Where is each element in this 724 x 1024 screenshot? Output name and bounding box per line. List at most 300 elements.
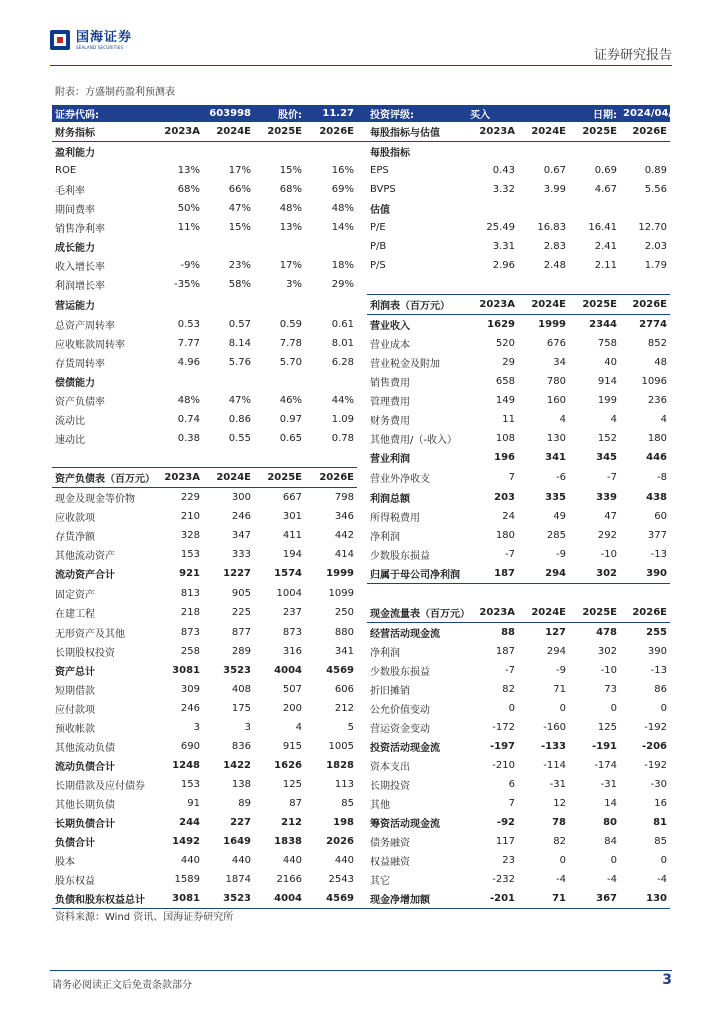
right-row-label: 少数股东损益 — [370, 551, 430, 562]
right-cell-value: 14 — [604, 798, 617, 809]
right-cell-value: 294 — [518, 564, 569, 584]
right-cell-value: 1999 — [538, 319, 566, 330]
left-cell-value: 0.86 — [228, 414, 251, 425]
left-cell-value: 1004 — [276, 587, 302, 599]
left-cell-value: 212 — [334, 703, 354, 714]
right-cell-value: -4 — [657, 874, 667, 885]
right-cell-value: 81 — [653, 817, 667, 828]
table-row — [52, 507, 670, 526]
right-row-label: 估值 — [370, 205, 390, 216]
right-cell-value: -206 — [641, 741, 667, 752]
right-cell-value: 180 — [495, 530, 515, 541]
left-cell-value: 0.97 — [279, 414, 302, 425]
right-cell-value: 29 — [502, 357, 515, 368]
table-row — [52, 218, 670, 237]
left-row-label: 流动资产合计 — [55, 570, 115, 582]
right-cell-value: -10 — [600, 665, 617, 676]
right-cell-value: -13 — [650, 665, 667, 676]
left-cell-value: 0.74 — [177, 414, 200, 425]
right-row-label — [367, 584, 467, 604]
table-caption: 附表：方盛制药盈利预测表 — [55, 87, 175, 98]
left-cell-value: 690 — [180, 741, 200, 752]
left-cell-value: 258 — [180, 646, 200, 657]
price-value: 11.27 — [305, 105, 357, 122]
left-cell-value — [152, 295, 203, 315]
right-cell-value: 16.41 — [588, 222, 617, 233]
left-cell-value: 1589 — [174, 874, 200, 885]
table-row — [52, 699, 670, 718]
left-cell-value: 48% — [331, 203, 354, 214]
right-cell-value: 86 — [654, 684, 667, 695]
right-row-label: 投资活动现金流 — [370, 743, 440, 754]
left-row-label: 应收款项 — [55, 513, 95, 524]
table-row — [52, 603, 670, 623]
date-label: 日期: — [569, 105, 620, 122]
left-cell-value: 1626 — [274, 760, 302, 771]
table-row — [52, 353, 670, 372]
right-cell-value: 85 — [654, 836, 667, 847]
forecast-table-container — [52, 105, 686, 909]
right-cell-value: 1.79 — [644, 260, 667, 271]
left-cell-value: 0.61 — [331, 318, 354, 330]
right-cell-value: 82 — [502, 684, 515, 695]
left-cell-value: 194 — [282, 549, 302, 560]
left-cell-value: 47% — [228, 395, 251, 406]
left-cell-value — [152, 237, 203, 256]
table-row — [52, 832, 670, 851]
left-cell-value: 17% — [279, 260, 302, 271]
left-cell-value: 153 — [180, 549, 200, 560]
right-cell-value: 117 — [495, 836, 515, 847]
left-cell-value: 89 — [238, 798, 251, 809]
left-cell-value: 23% — [228, 260, 251, 271]
right-cell-value: 152 — [597, 433, 617, 444]
table-row — [52, 718, 670, 737]
left-cell-value: 0.55 — [228, 433, 251, 444]
left-header-year: 2023A — [152, 122, 203, 142]
left-cell-value: 606 — [334, 684, 354, 695]
left-cell-value — [254, 372, 305, 391]
right-row-label: 权益融资 — [370, 857, 410, 868]
left-row-label: 股本 — [55, 857, 75, 868]
right-cell-value: -9 — [556, 665, 566, 676]
left-cell-value: 44% — [331, 395, 354, 406]
right-cell-value: -6 — [556, 472, 566, 483]
left-cell-value: 0.53 — [177, 318, 200, 330]
right-cell-value: 2.48 — [543, 260, 566, 271]
right-cell-value — [518, 275, 569, 295]
left-cell-value: 346 — [334, 511, 354, 522]
left-row-label: 盈利能力 — [55, 148, 95, 159]
right-row-label: 每股指标 — [370, 148, 410, 159]
left-cell-value: 2026 — [326, 836, 354, 847]
left-cell-value: 316 — [282, 646, 302, 657]
left-cell-value: 442 — [334, 530, 354, 541]
left-header-year: 2025E — [254, 122, 305, 142]
left-cell-value: 4569 — [326, 665, 354, 676]
right-cell-value: 187 — [495, 646, 515, 657]
table-row — [52, 295, 670, 315]
left-cell-value: 0.59 — [279, 318, 302, 330]
left-cell-value: 667 — [282, 492, 302, 503]
left-cell-value: 1492 — [172, 836, 200, 847]
left-cell-value: 50% — [177, 203, 200, 214]
right-cell-value: 88 — [501, 627, 515, 638]
left-cell-value: 138 — [231, 779, 251, 790]
right-cell-value: 7 — [508, 798, 515, 809]
right-cell-value — [569, 199, 620, 218]
left-cell-value: 1227 — [223, 568, 251, 580]
right-cell-value: -4 — [607, 874, 617, 885]
left-cell-value: 921 — [179, 568, 200, 580]
left-row-label: 预收帐款 — [55, 724, 95, 735]
right-row-label: 资本支出 — [370, 762, 410, 773]
right-cell-value: 302 — [569, 564, 620, 584]
right-header-label: 每股指标与估值 — [367, 122, 467, 142]
left-cell-value: 3 — [244, 722, 251, 733]
brand-logo — [50, 30, 132, 50]
right-cell-value — [518, 199, 569, 218]
left-row-label: 营运能力 — [55, 301, 95, 312]
left-cell-value: 113 — [334, 779, 354, 790]
right-cell-value: -7 — [505, 549, 515, 560]
left-cell-value: 880 — [334, 626, 354, 638]
right-cell-value: 130 — [546, 433, 566, 444]
right-cell-value: 2024E — [518, 603, 569, 623]
table-row — [52, 429, 670, 448]
left-cell-value: 48% — [279, 203, 302, 214]
right-cell-value: 4 — [610, 414, 617, 425]
table-row — [52, 315, 670, 335]
left-cell-value: 2024E — [203, 468, 254, 488]
right-cell-value — [569, 584, 620, 604]
code-value: 603998 — [152, 105, 254, 122]
right-row-label: 其它 — [370, 876, 390, 887]
left-cell-value: 7.78 — [279, 338, 302, 349]
left-row-label: 速动比 — [55, 435, 85, 446]
left-cell-value: 2025E — [254, 468, 305, 488]
right-cell-value: 1096 — [641, 376, 667, 387]
right-cell-value: 2024E — [518, 295, 569, 315]
right-cell-value: 335 — [545, 491, 566, 503]
right-cell-value: 127 — [545, 627, 566, 638]
left-row-label: 资产总计 — [55, 667, 95, 678]
left-cell-value: 836 — [231, 741, 251, 752]
right-cell-value — [467, 199, 518, 218]
right-row-label: 销售费用 — [370, 378, 410, 389]
right-cell-value: -210 — [492, 760, 515, 771]
left-cell-value: 813 — [180, 587, 200, 599]
left-cell-value: 440 — [231, 855, 251, 866]
right-cell-value: 34 — [553, 357, 566, 368]
left-cell-value: 333 — [231, 549, 251, 560]
left-row-label: 负债和股东权益总计 — [52, 889, 152, 909]
left-cell-value — [203, 372, 254, 391]
right-cell-value: 255 — [646, 627, 667, 638]
left-cell-value: 300 — [231, 492, 251, 503]
left-row-label: 长期借款及应付债券 — [55, 781, 145, 792]
left-cell-value: 225 — [231, 607, 251, 619]
right-cell-value: 2025E — [569, 603, 620, 623]
right-cell-value — [620, 584, 670, 604]
rating-label: 投资评级: — [367, 105, 467, 122]
right-cell-value: 78 — [552, 817, 566, 828]
table-row — [52, 584, 670, 604]
left-header-label: 财务指标 — [52, 122, 152, 142]
left-row-label: 短期借款 — [55, 686, 95, 697]
table-row — [52, 161, 670, 180]
table-row — [52, 623, 670, 643]
left-cell-value: 0.38 — [177, 433, 200, 444]
right-cell-value: 11 — [502, 414, 515, 425]
left-cell-value: 301 — [282, 511, 302, 522]
right-header-year: 2026E — [620, 122, 670, 142]
left-row-label: 销售净利率 — [55, 224, 105, 235]
table-row — [52, 851, 670, 870]
right-cell-value — [620, 199, 670, 218]
right-cell-value: 47 — [604, 511, 617, 522]
right-row-label: 经营活动现金流 — [370, 629, 440, 640]
left-cell-value: 87 — [289, 798, 302, 809]
right-cell-value: 49 — [553, 511, 566, 522]
footer-divider — [50, 970, 672, 971]
left-cell-value: 212 — [281, 817, 302, 828]
left-cell-value: 229 — [180, 492, 200, 503]
left-header-year: 2024E — [203, 122, 254, 142]
right-cell-value: 438 — [646, 491, 667, 503]
right-row-label — [367, 275, 467, 295]
left-cell-value: 915 — [282, 741, 302, 752]
left-cell-value: 4.96 — [177, 357, 200, 368]
right-cell-value: 914 — [597, 376, 617, 387]
left-cell-value: 2026E — [305, 468, 357, 488]
right-cell-value: 520 — [495, 338, 515, 349]
right-cell-value — [467, 275, 518, 295]
right-cell-value: 5.56 — [644, 184, 667, 195]
right-cell-value: 48 — [654, 357, 667, 368]
right-row-label: 折旧摊销 — [370, 686, 410, 697]
right-cell-value: 377 — [647, 530, 667, 541]
left-cell-value: 8.14 — [228, 338, 251, 349]
left-row-label: 在建工程 — [55, 609, 95, 621]
left-cell-value: 66% — [228, 184, 251, 195]
right-row-label: 筹资活动现金流 — [370, 819, 440, 830]
right-row-label: EPS — [370, 165, 389, 176]
right-row-label: 营业收入 — [370, 321, 410, 332]
left-row-label: 偿债能力 — [55, 378, 95, 389]
left-cell-value: 246 — [231, 511, 251, 522]
right-cell-value: 294 — [546, 646, 566, 657]
right-row-label: 公允价值变动 — [370, 705, 430, 716]
right-row-label: 所得税费用 — [370, 513, 420, 524]
left-cell-value: 0.78 — [331, 433, 354, 444]
right-cell-value: 199 — [597, 395, 617, 406]
left-cell-value — [152, 372, 203, 391]
right-cell-value — [620, 142, 670, 162]
left-row-label: 流动比 — [55, 416, 85, 427]
right-cell-value: -10 — [600, 549, 617, 560]
left-cell-value — [203, 295, 254, 315]
right-cell-value: -197 — [489, 741, 515, 752]
left-cell-value: 1574 — [274, 568, 302, 580]
left-row-label: 毛利率 — [55, 186, 85, 197]
left-cell-value: 905 — [231, 587, 251, 599]
left-cell-value: 341 — [334, 646, 354, 657]
left-cell-value: 2543 — [328, 874, 354, 885]
right-row-label: 其他费用/（-收入） — [370, 435, 457, 446]
left-cell-value: 3% — [286, 279, 302, 291]
left-cell-value — [254, 448, 305, 468]
left-cell-value: 507 — [282, 684, 302, 695]
left-cell-value: 1248 — [172, 760, 200, 771]
right-header-year: 2024E — [518, 122, 569, 142]
right-cell-value: 130 — [620, 889, 670, 909]
left-cell-value: -9% — [180, 260, 200, 271]
right-cell-value — [569, 142, 620, 162]
right-cell-value — [569, 275, 620, 295]
right-cell-value: 0.69 — [594, 165, 617, 176]
date-value: 2024/04/22 — [620, 105, 670, 122]
left-cell-value: 210 — [180, 511, 200, 522]
right-row-label: 管理费用 — [370, 397, 410, 408]
table-row — [52, 391, 670, 410]
right-cell-value: -8 — [657, 472, 667, 483]
table-row — [52, 488, 670, 508]
right-cell-value: -9 — [556, 549, 566, 560]
right-cell-value: 236 — [647, 395, 667, 406]
right-cell-value: 0 — [660, 703, 667, 714]
right-cell-value: -192 — [644, 722, 667, 733]
left-cell-value: 29% — [331, 279, 354, 291]
left-row-label: 现金及现金等价物 — [55, 494, 135, 505]
right-cell-value — [518, 584, 569, 604]
table-row — [52, 372, 670, 391]
left-cell-value: 877 — [231, 626, 251, 638]
right-row-label: P/S — [370, 260, 386, 271]
right-cell-value: 2025E — [569, 295, 620, 315]
left-cell-value: 873 — [282, 626, 302, 638]
right-cell-value: 160 — [546, 395, 566, 406]
right-cell-value: 12.70 — [638, 222, 667, 233]
right-cell-value: 180 — [647, 433, 667, 444]
right-row-label: 现金净增加额 — [367, 889, 467, 909]
left-cell-value: -35% — [174, 279, 200, 291]
left-header-year: 2026E — [305, 122, 357, 142]
left-cell-value — [305, 142, 357, 162]
right-cell-value: 4.67 — [594, 184, 617, 195]
left-cell-value: 7.77 — [177, 338, 200, 349]
table-row — [52, 756, 670, 775]
table-row — [52, 410, 670, 429]
right-cell-value: 84 — [604, 836, 617, 847]
table-row — [52, 775, 670, 794]
left-row-label: 长期负债合计 — [55, 819, 115, 830]
right-cell-value: 478 — [596, 627, 617, 638]
table-row — [52, 468, 670, 488]
right-header-year: 2025E — [569, 122, 620, 142]
left-cell-value: 873 — [180, 626, 200, 638]
left-cell-value: 47% — [228, 203, 251, 214]
right-cell-value: 285 — [546, 530, 566, 541]
left-cell-value: 17% — [228, 165, 251, 176]
left-cell-value: 175 — [231, 703, 251, 714]
left-cell-value — [152, 448, 203, 468]
right-cell-value: 108 — [495, 433, 515, 444]
left-cell-value: 14% — [331, 222, 354, 233]
left-cell-value — [203, 142, 254, 162]
right-cell-value: 149 — [495, 395, 515, 406]
right-row-label: P/E — [370, 222, 386, 233]
left-cell-value: 218 — [180, 607, 200, 619]
left-cell-value: 237 — [282, 607, 302, 619]
left-cell-value: 5 — [347, 722, 354, 733]
left-cell-value: 1649 — [223, 836, 251, 847]
right-cell-value: 2.83 — [543, 241, 566, 252]
left-cell-value: 6.28 — [331, 357, 354, 368]
left-cell-value — [203, 448, 254, 468]
left-cell-value: 153 — [180, 779, 200, 790]
right-cell-value — [467, 142, 518, 162]
right-cell-value: 3.32 — [492, 184, 515, 195]
right-cell-value: -31 — [549, 779, 566, 790]
left-cell-value: 1874 — [225, 874, 251, 885]
right-cell-value: 852 — [647, 338, 667, 349]
left-cell-value: 91 — [187, 798, 200, 809]
right-row-label: 长期投资 — [370, 781, 410, 792]
left-row-label: 无形资产及其他 — [55, 628, 125, 640]
right-header-year: 2023A — [467, 122, 518, 142]
left-cell-value: 3523 — [203, 889, 254, 909]
left-row-label: 总资产周转率 — [55, 320, 115, 332]
left-cell-value — [305, 372, 357, 391]
left-row-label: 资产负债表（百万元） — [52, 468, 152, 488]
right-row-label: 财务费用 — [370, 416, 410, 427]
right-row-label: 营业成本 — [370, 340, 410, 351]
left-row-label: 其他流动负债 — [55, 743, 115, 754]
left-cell-value: 408 — [231, 684, 251, 695]
left-cell-value: 440 — [334, 855, 354, 866]
right-cell-value: 339 — [596, 491, 617, 503]
left-cell-value: 200 — [282, 703, 302, 714]
right-cell-value: 25.49 — [486, 222, 515, 233]
right-cell-value: -13 — [650, 549, 667, 560]
right-cell-value: 6 — [508, 779, 515, 790]
table-row — [52, 199, 670, 218]
right-cell-value: 60 — [654, 511, 667, 522]
right-cell-value: -201 — [467, 889, 518, 909]
left-cell-value — [305, 237, 357, 256]
left-row-label — [52, 448, 152, 468]
right-cell-value — [467, 584, 518, 604]
right-cell-value: 24 — [502, 511, 515, 522]
right-cell-value: 0 — [610, 703, 617, 714]
table-row — [52, 680, 670, 699]
left-cell-value: 198 — [333, 817, 354, 828]
right-cell-value: 80 — [603, 817, 617, 828]
right-cell-value: 780 — [546, 376, 566, 387]
right-cell-value: -174 — [594, 760, 617, 771]
left-cell-value — [305, 448, 357, 468]
left-cell-value: 1828 — [326, 760, 354, 771]
left-row-label: ROE — [55, 165, 77, 176]
left-cell-value: 69% — [331, 184, 354, 195]
left-cell-value: 244 — [179, 817, 200, 828]
right-cell-value: 82 — [553, 836, 566, 847]
right-cell-value: 446 — [646, 452, 667, 464]
left-cell-value: 8.01 — [331, 338, 354, 349]
right-cell-value: 71 — [518, 889, 569, 909]
left-cell-value — [203, 237, 254, 256]
